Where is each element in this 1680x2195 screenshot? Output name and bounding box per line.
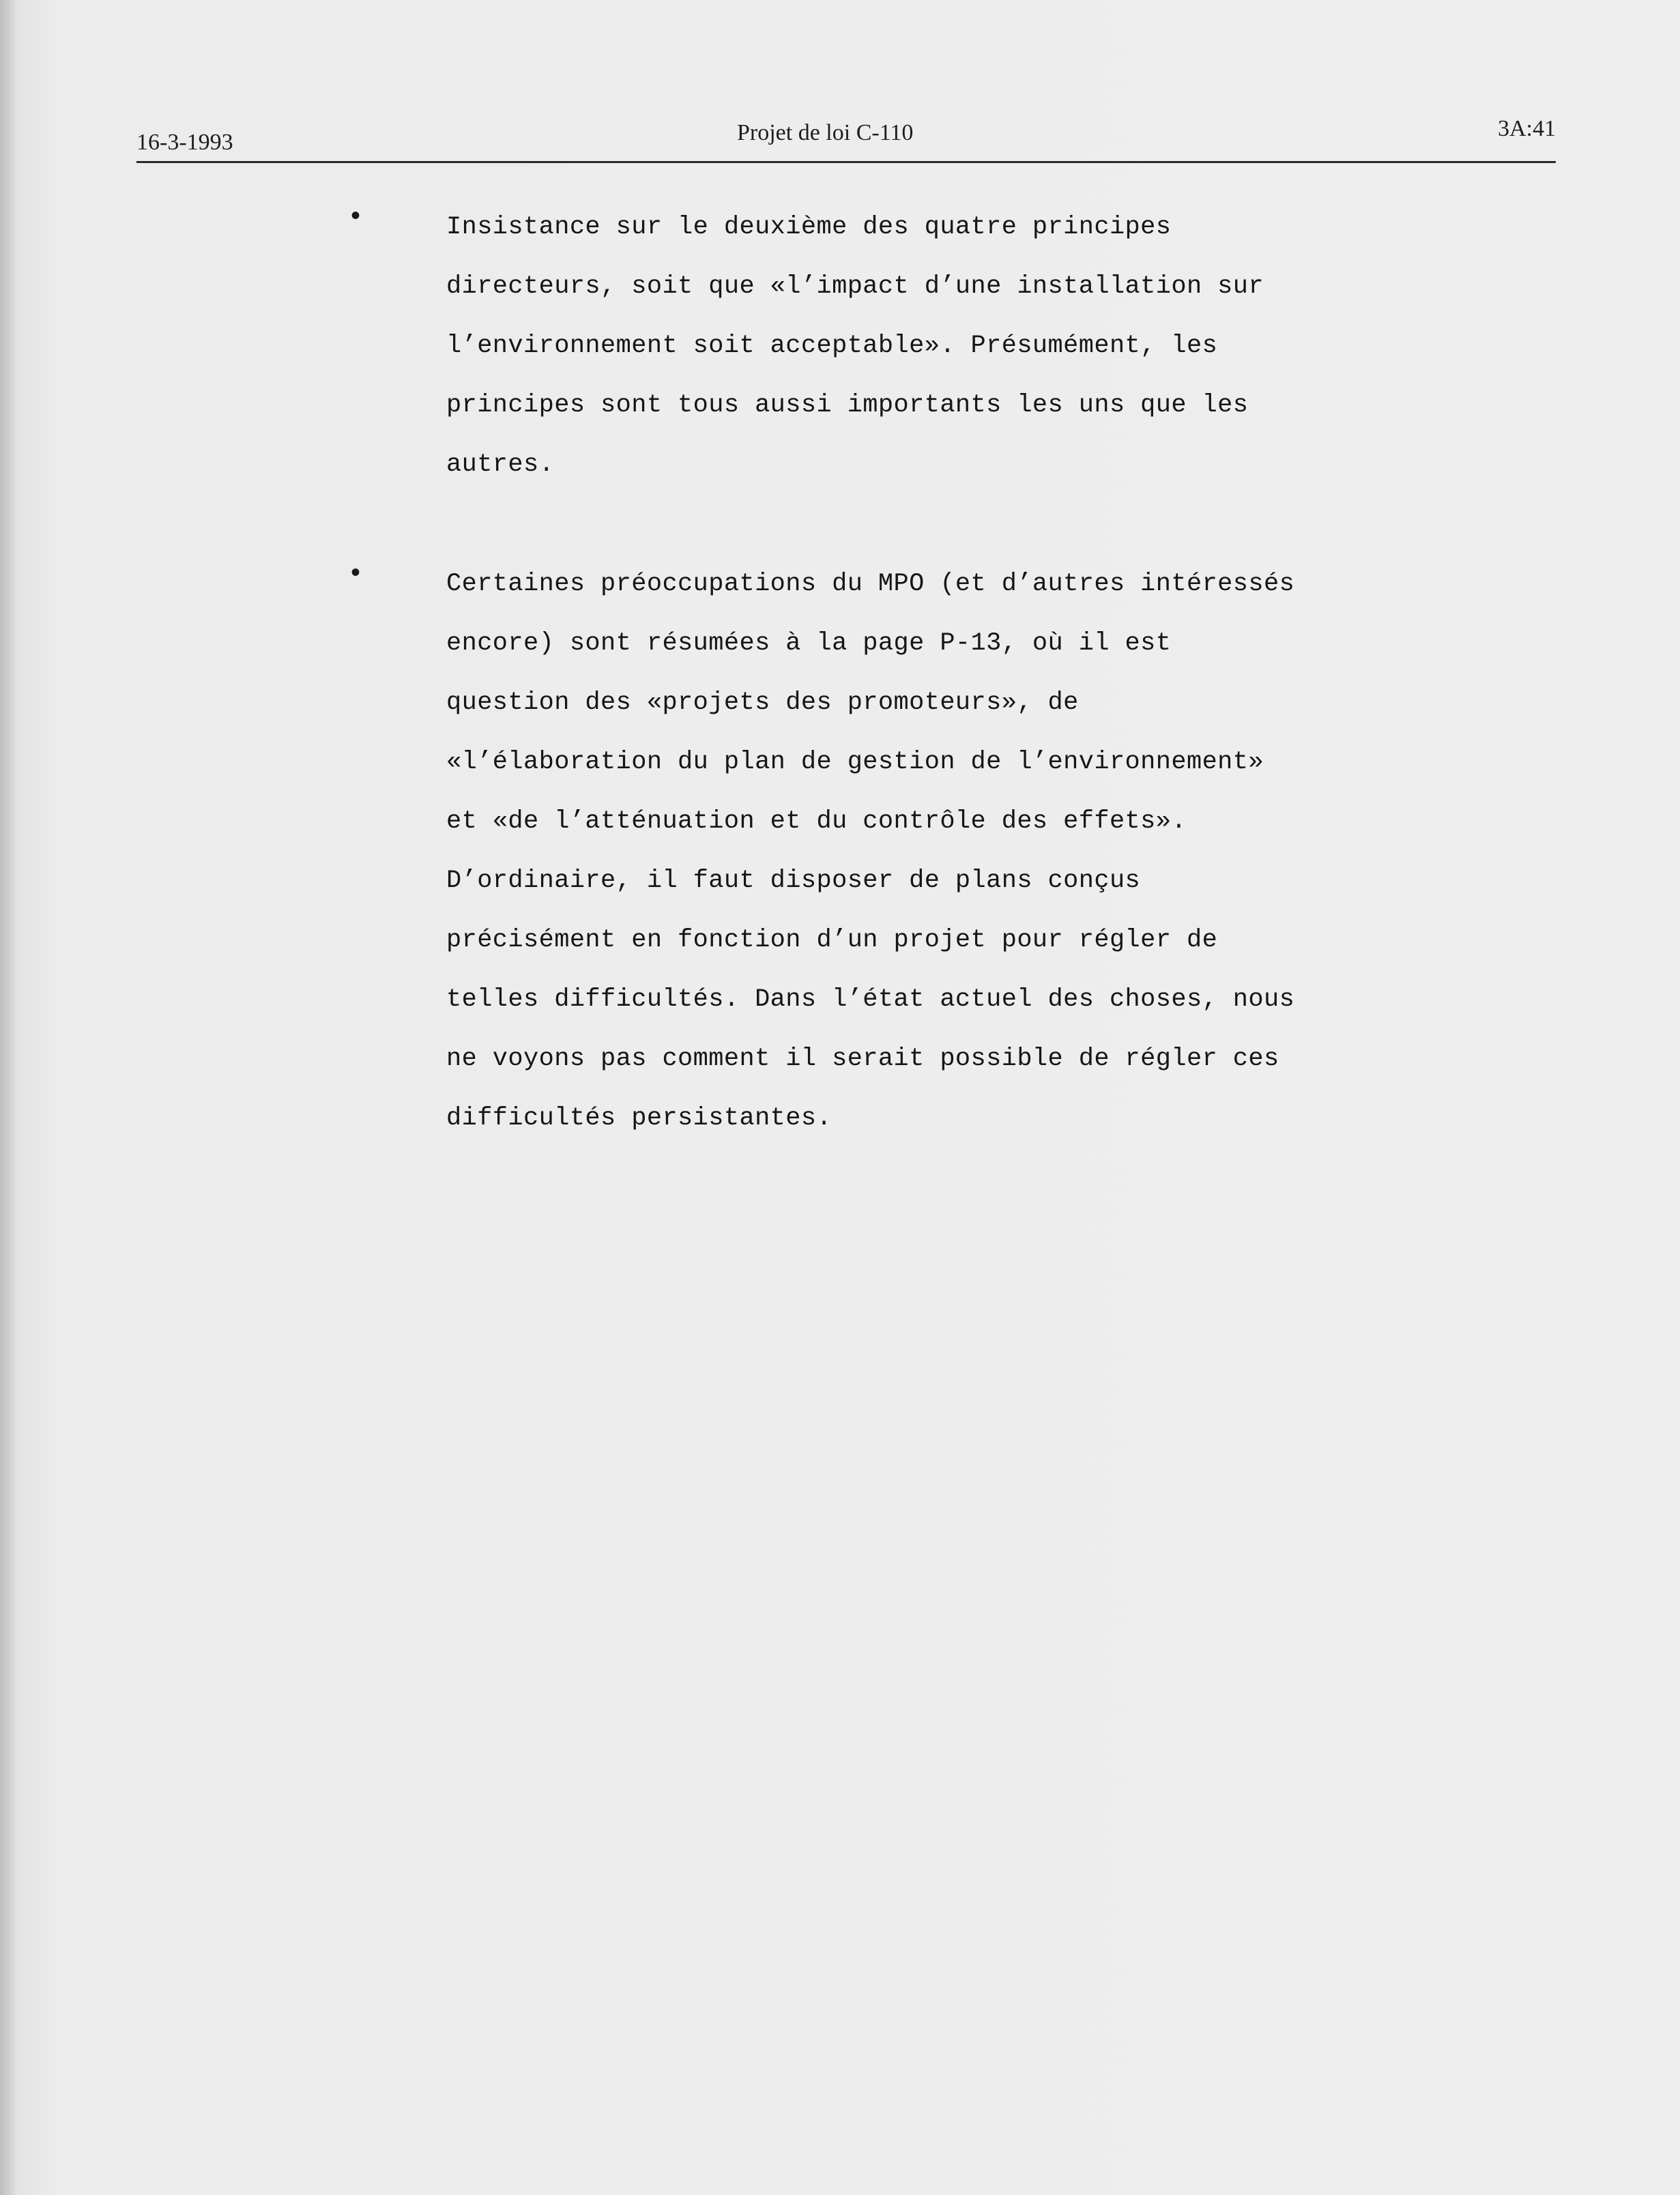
bullet-item	[351, 198, 1474, 495]
bullet-icon: •	[351, 201, 361, 231]
header-rule	[136, 161, 1556, 163]
bullet-text: Insistance sur le deuxième des quatre principes directeurs, soit que «l’impact d’une installation sur l’environnement soit acceptable». Présumément, les principes sont tous aussi importants les uns que les autres.	[446, 213, 1264, 479]
bullet-icon: •	[351, 557, 361, 587]
body-content	[351, 198, 1474, 1208]
header-page-number: 3A:41	[1498, 116, 1556, 141]
bullet-text: Certaines préoccupations du MPO (et d’autres intéressés encore) sont résumées à la page P-13, où il est question des «projets des promoteurs», de «l’élaboration du plan de gestion de l’environnement» et «de l’atténuation et du contrôle des effets». D’ordinaire, il faut disposer de plans conçus précisément en fonction d’un projet pour régler de telles difficultés. Dans l’état actuel des choses, nous ne voyons pas comment il serait possible de régler ces difficultés persistantes.	[446, 570, 1295, 1133]
page-edge-shadow	[0, 0, 15, 2195]
header-title: Projet de loi C-110	[737, 120, 914, 145]
header-date: 16-3-1993	[136, 130, 233, 155]
bullet-item	[351, 555, 1474, 1148]
page-header	[136, 116, 1556, 164]
